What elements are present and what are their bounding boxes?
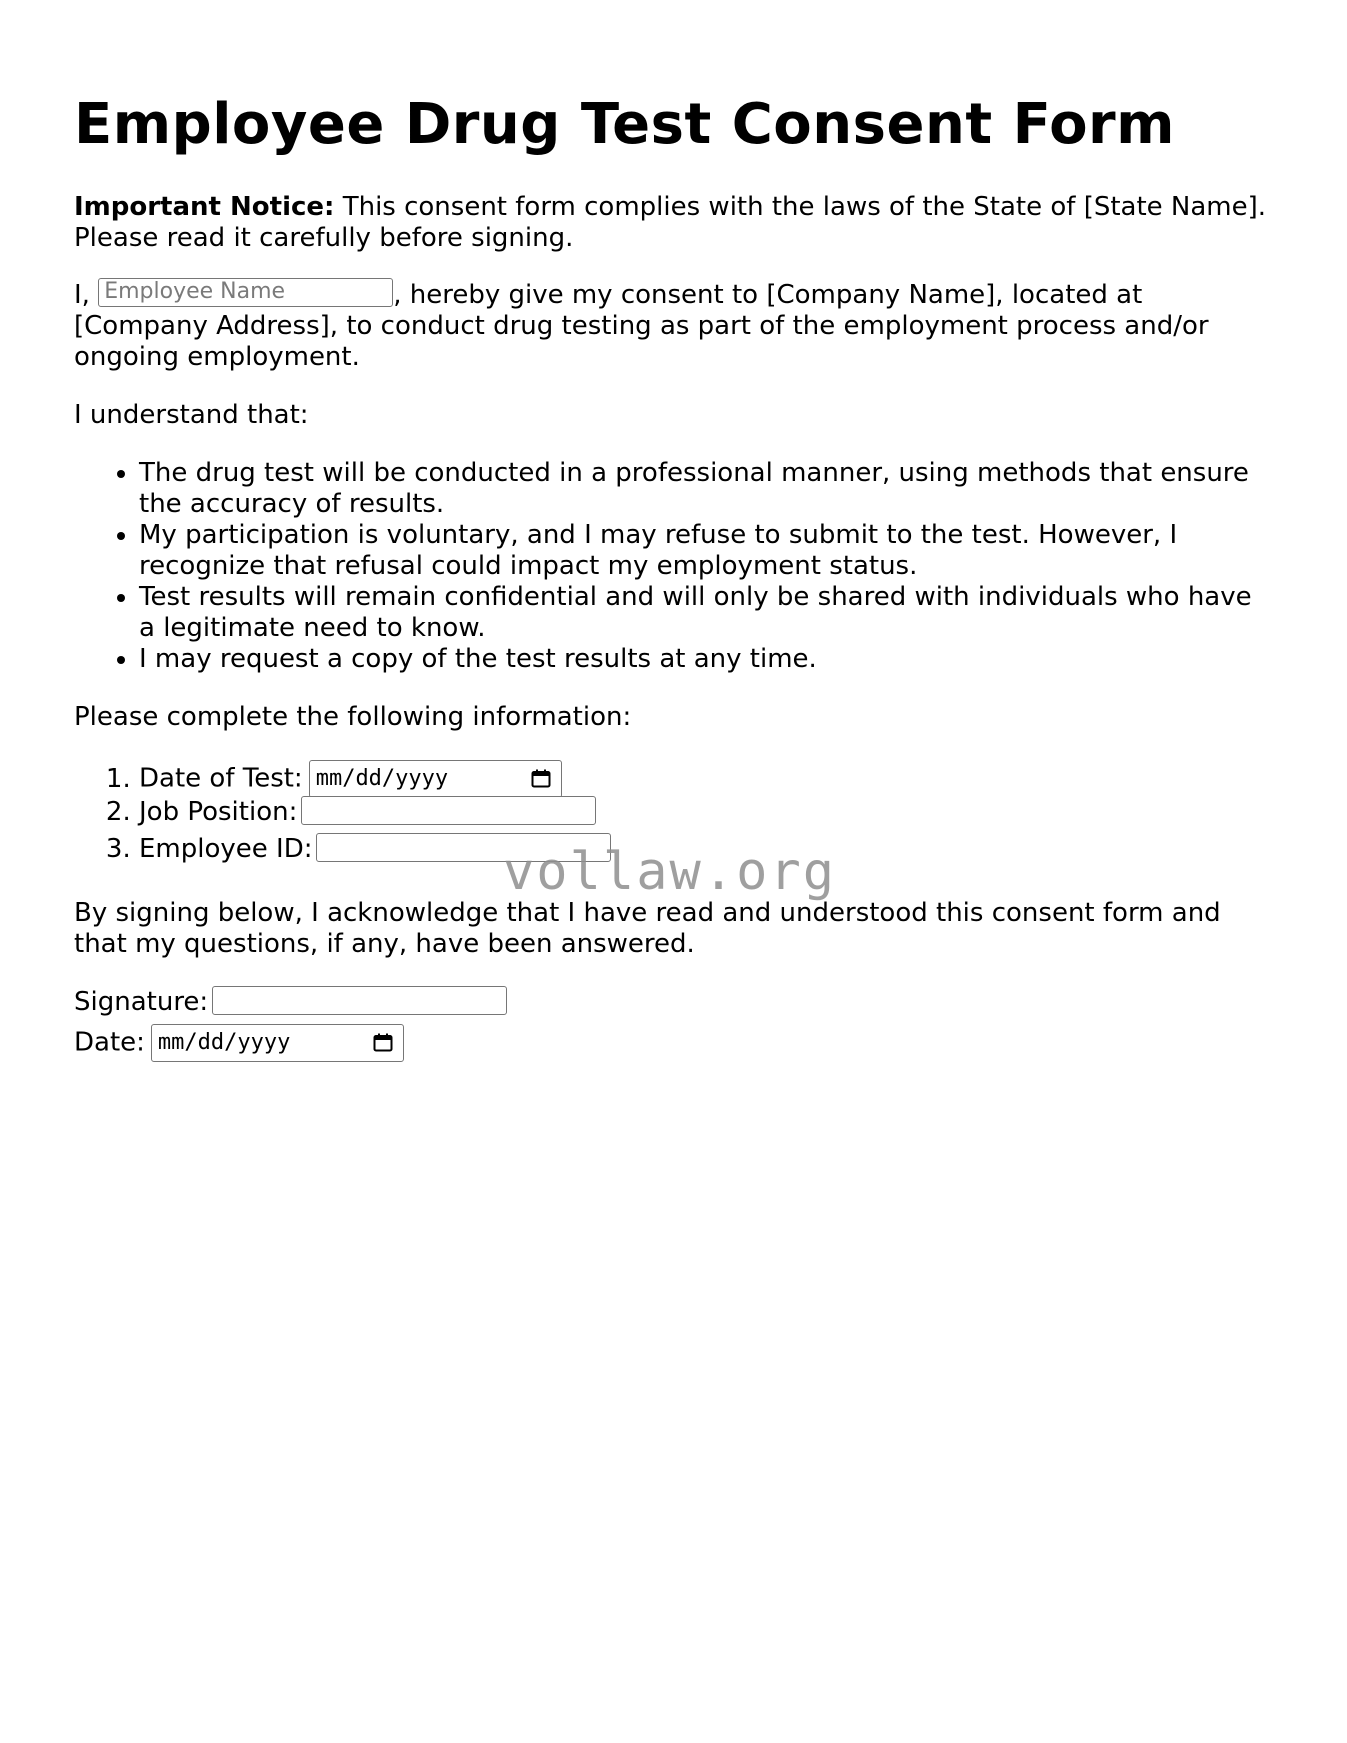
- date-of-test-label: Date of Test:: [139, 763, 303, 794]
- signature-date-row: [74, 1024, 1274, 1061]
- date-of-test-row: [139, 760, 1274, 797]
- signature-block: [74, 987, 1274, 1061]
- complete-intro: Please complete the following information:: [74, 702, 632, 732]
- list-item: • I may request a copy of the test results at any time.: [139, 644, 1274, 675]
- signature-date-input[interactable]: [151, 1024, 404, 1062]
- employee-id-label: Employee ID:: [139, 834, 313, 864]
- list-item: • The drug test will be conducted in a professional manner, using methods that ensure the accuracy of results.: [139, 458, 1274, 520]
- watermark: vollaw.org: [503, 842, 837, 902]
- signature-row: [74, 987, 1274, 1024]
- signature-label: Signature:: [74, 987, 209, 1017]
- notice-label: Important Notice:: [74, 192, 335, 222]
- understand-intro: I understand that:: [74, 400, 309, 430]
- employee-name-input[interactable]: Employee Name: [98, 278, 393, 307]
- job-position-input[interactable]: [301, 796, 596, 825]
- understand-list: [74, 458, 1274, 675]
- job-position-row: [139, 797, 1274, 834]
- calendar-icon[interactable]: [531, 769, 551, 788]
- list-item: • Test results will remain confidential and will only be shared with individuals who have a legitimate need to know.: [139, 582, 1274, 644]
- date-of-test-placeholder: mm/dd/yyyy: [315, 766, 449, 791]
- signature-date-placeholder: mm/dd/yyyy: [157, 1030, 291, 1055]
- acknowledgement-text: By signing below, I acknowledge that I have read and understood this consent form and that my questions, if any, have been answered.: [74, 898, 1221, 959]
- signature-input[interactable]: [212, 986, 507, 1015]
- list-item: • My participation is voluntary, and I may refuse to submit to the test. However, I recognize that refusal could impact my employment status.: [139, 520, 1274, 582]
- important-notice: [74, 192, 1274, 254]
- page-title: Employee Drug Test Consent Form: [74, 92, 1176, 157]
- calendar-icon[interactable]: [373, 1033, 393, 1052]
- consent-suffix: , hereby give my consent to [Company Name], located at [Company Address], to conduct drug testing as part of the employment process and/or ongoing employment.: [74, 280, 1209, 372]
- job-position-label: Job Position:: [139, 797, 298, 827]
- consent-statement: [74, 280, 1274, 373]
- date-of-test-input[interactable]: [309, 760, 562, 798]
- signature-date-label: Date:: [74, 1027, 145, 1058]
- notice-text: This consent form complies with the laws of the State of [State Name]. Please read it carefully before signing.: [74, 192, 1267, 253]
- consent-prefix: I,: [74, 280, 99, 310]
